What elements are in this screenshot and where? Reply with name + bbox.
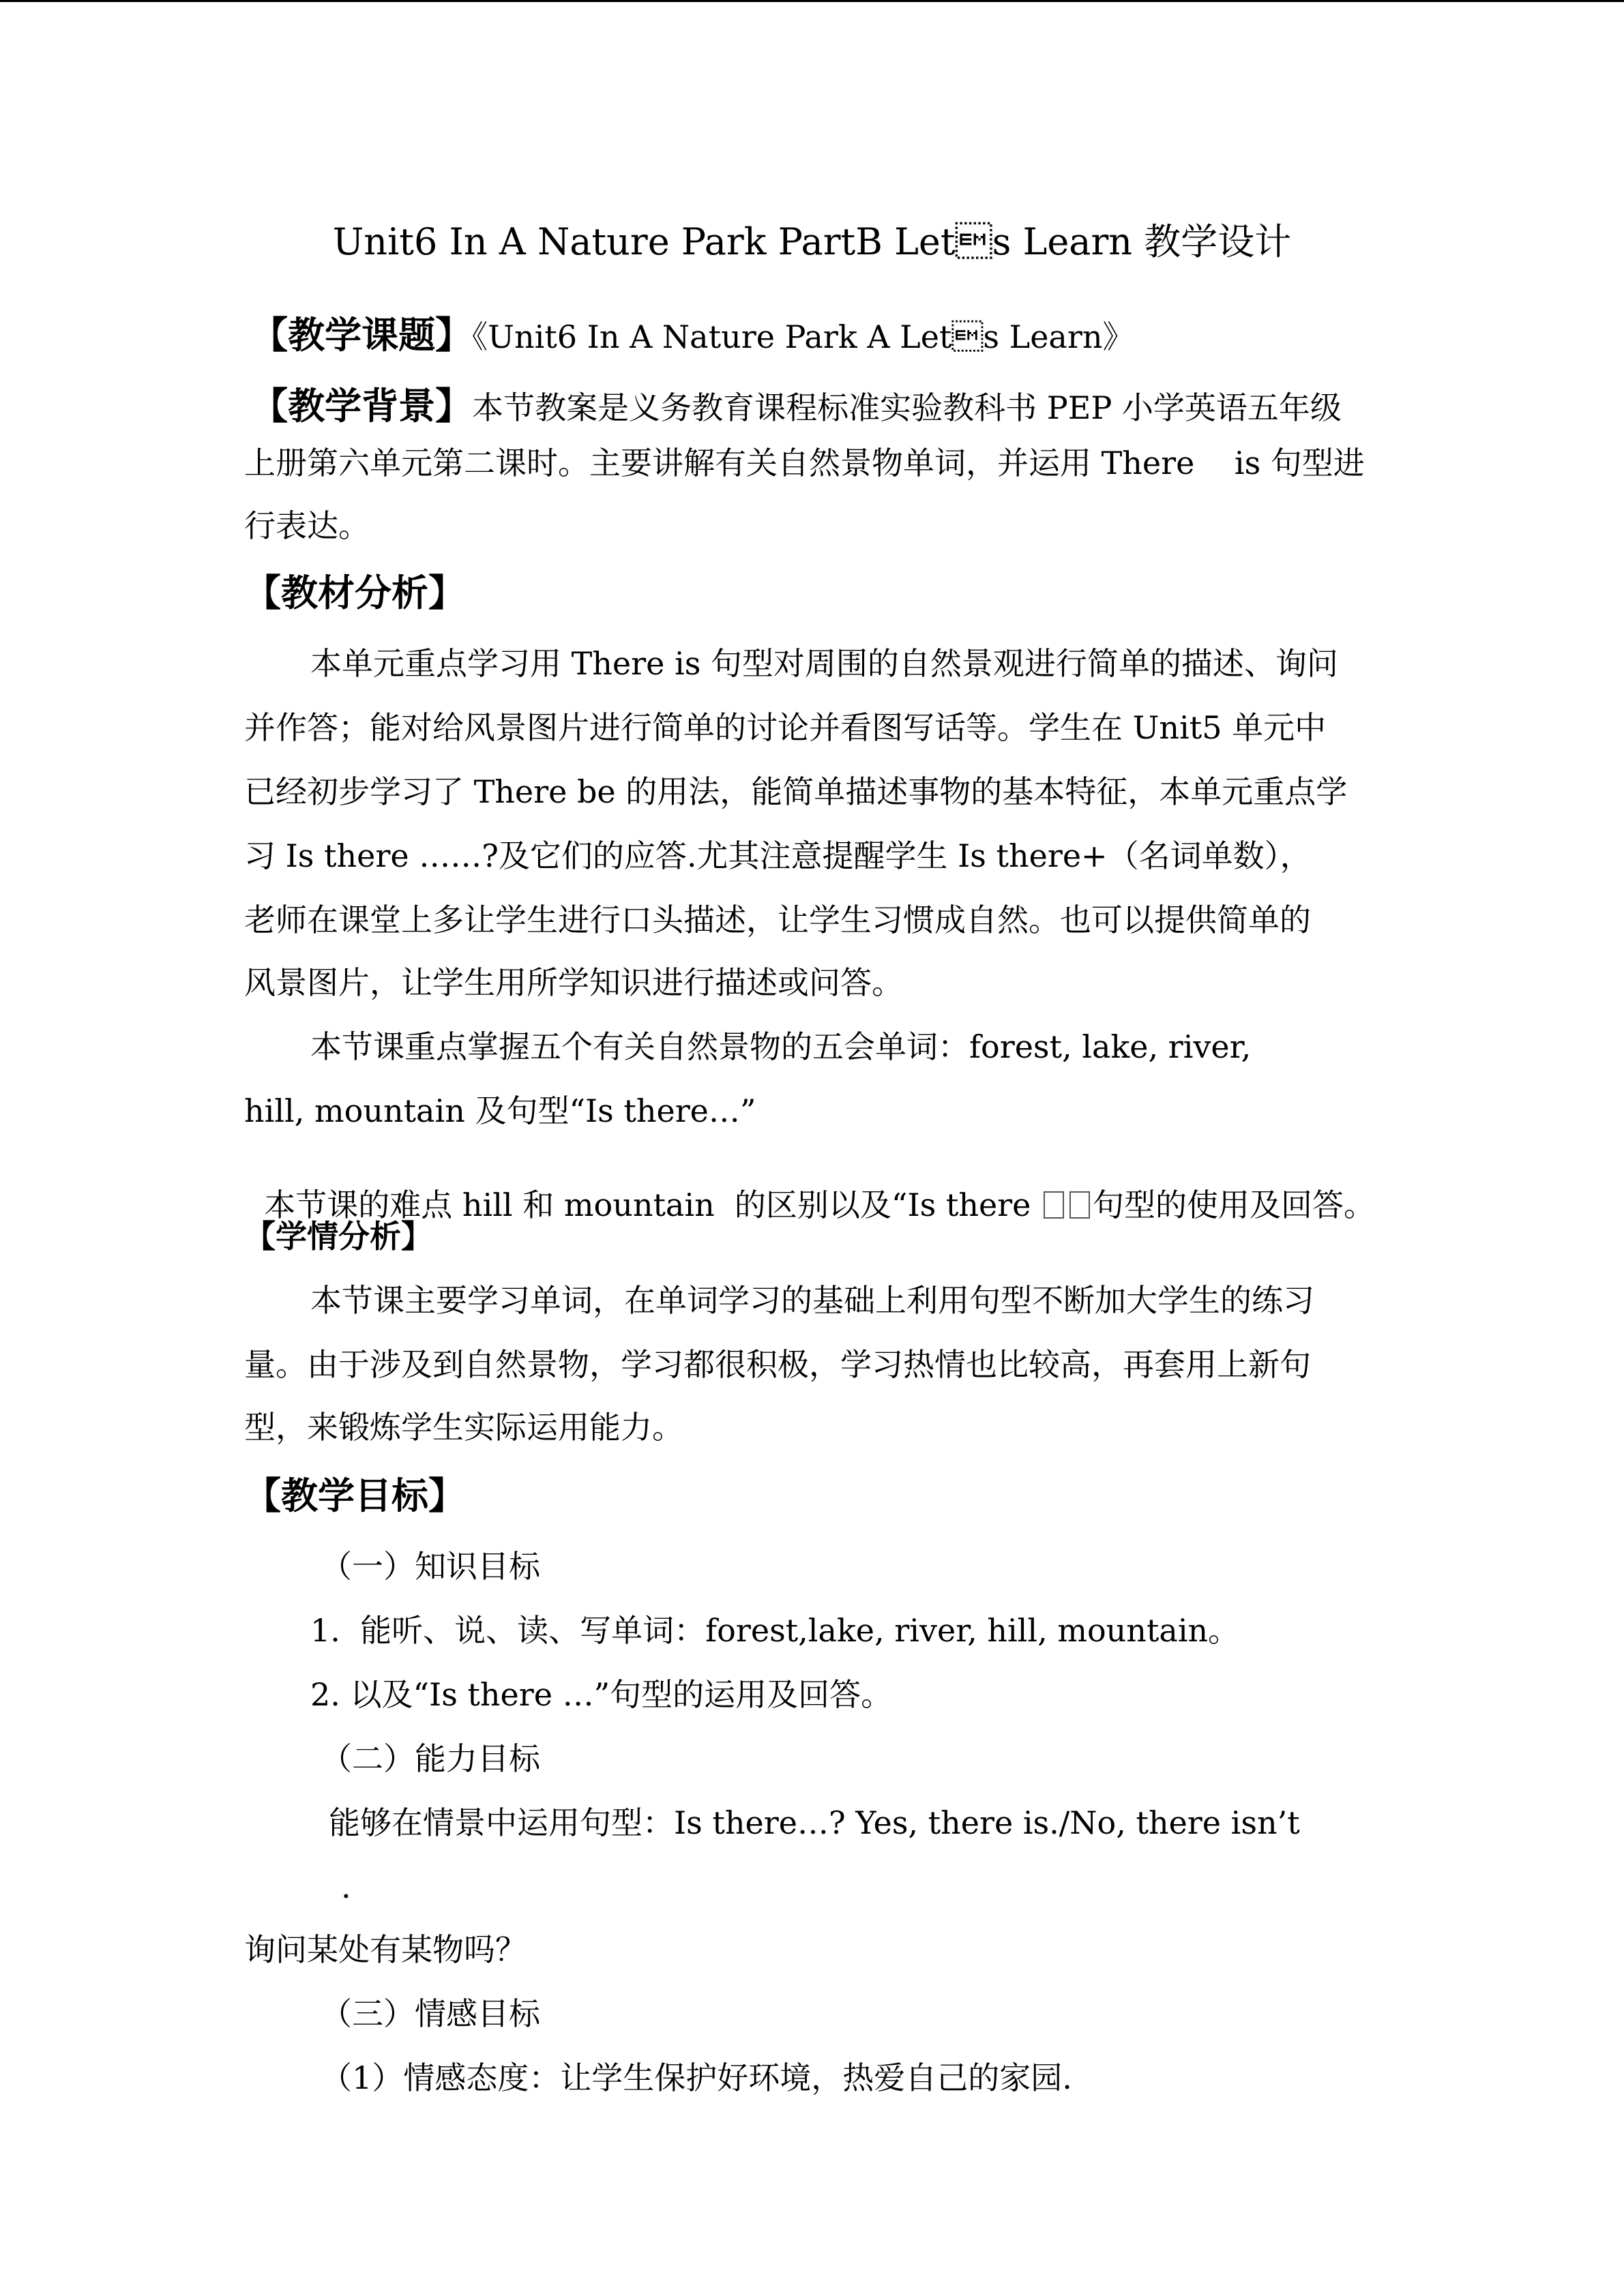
topic-row: [244, 305, 1134, 357]
ability-goal-heading: （二）能力目标: [321, 1740, 540, 1777]
missing-glyph-box: [1044, 1191, 1064, 1219]
background-line: 行表达。: [244, 507, 370, 544]
learner-line: 本节课主要学习单词，在单词学习的基础上利用句型不断加大学生的练习: [310, 1282, 1314, 1319]
material-difficulty-row: [244, 1158, 1375, 1221]
ability-goal-item: 能够在情景中运用句型：Is there…? Yes, there is./No, there isn’t: [329, 1804, 1300, 1841]
material-line: 句型的使用及回答。: [1093, 1187, 1376, 1223]
knowledge-goal-item: 1. 能听、说、读、写单词：forest,lake, river, hill, mountain。: [310, 1612, 1240, 1649]
top-border-line: [0, 0, 1624, 2]
background-line: 上册第六单元第二课时。主要讲解有关自然景物单词，并运用 There is 句型进: [244, 445, 1365, 481]
material-line: 习 Is there ……?及它们的应答.尤其注意提醒学生 Is there+（名词单数），: [244, 837, 1312, 874]
learner-line: 量。由于涉及到自然景物，学习都很积极，学习热情也比较高，再套用上新句: [244, 1346, 1311, 1383]
material-heading: 【教材分析】: [244, 571, 465, 614]
ability-goal-dot: .: [341, 1868, 351, 1905]
goals-heading: 【教学目标】: [244, 1474, 465, 1517]
knowledge-goal-item: 2. 以及“Is there …”句型的运用及回答。: [310, 1676, 893, 1713]
document-title: Unit6 In A Nature Park PartB Lets Learn 教学设计: [332, 220, 1292, 263]
emotion-goal-item: （1）情感态度：让学生保护好环境，热爱自己的家园.: [321, 2059, 1072, 2096]
material-line: 并作答；能对给风景图片进行简单的讨论并看图写话等。学生在 Unit5 单元中: [244, 709, 1327, 746]
material-line: 本节课的难点 hill 和 mountain 的区别以及“Is there: [264, 1187, 1042, 1223]
material-line: 已经初步学习了 There be 的用法，能简单描述事物的基本特征，本单元重点学: [244, 773, 1348, 810]
topic-text: 《Unit6 In A Nature Park A Lets Learn》: [472, 318, 1134, 355]
material-line: 风景图片，让学生用所学知识进行描述或问答。: [244, 964, 903, 1001]
learner-line: 型，来锻炼学生实际运用能力。: [244, 1409, 683, 1446]
background-heading: 【教学背景】: [251, 384, 473, 428]
material-line: 本节课重点掌握五个有关自然景物的五会单词：forest, lake, river,: [310, 1028, 1252, 1065]
knowledge-goal-heading: （一）知识目标: [321, 1548, 540, 1585]
material-line: 老师在课堂上多让学生进行口头描述，让学生习惯成自然。也可以提供简单的: [244, 901, 1311, 938]
learner-heading: 【学情分析】: [244, 1218, 432, 1255]
background-row: [244, 376, 1342, 428]
missing-glyph-box: [1069, 1191, 1090, 1219]
material-line: hill, mountain 及句型“Is there…”: [244, 1092, 756, 1129]
material-line: 本单元重点学习用 There is 句型对周围的自然景观进行简单的描述、询问: [310, 645, 1338, 682]
background-line: 本节教案是义务教育课程标准实验教科书 PEP 小学英语五年级: [472, 389, 1342, 426]
topic-heading: 【教学课题】: [251, 313, 473, 357]
ability-goal-item: 询问某处有某物吗？: [244, 1931, 527, 1968]
emotion-goal-heading: （三）情感目标: [321, 1995, 540, 2032]
